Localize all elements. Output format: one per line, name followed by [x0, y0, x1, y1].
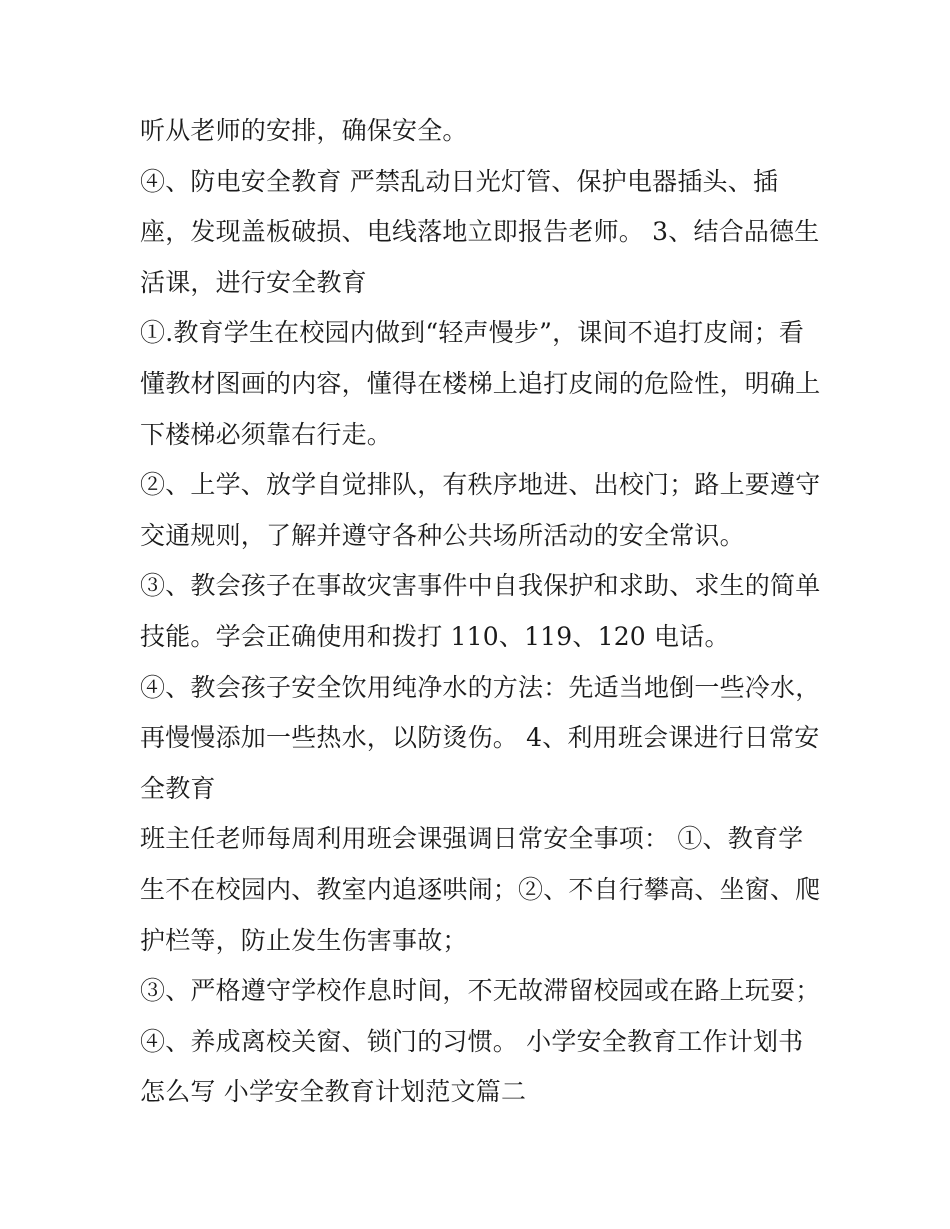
text-line: 再慢慢添加一些热水，以防烫伤。 4、利用班会课进行日常安: [140, 723, 820, 753]
text-line: 护栏等，防止发生伤害事故；: [140, 925, 468, 955]
text-line: ①.教育学生在校园内做到“轻声慢步”，课间不追打皮闹；看: [140, 318, 805, 348]
text-line: 怎么写 小学安全教育计划范文篇二: [140, 1077, 527, 1107]
text-line: ③、教会孩子在事故灾害事件中自我保护和求助、求生的简单: [140, 571, 821, 601]
text-line: ③、严格遵守学校作息时间，不无故滞留校园或在路上玩耍；: [140, 976, 821, 1006]
text-line: 生不在校园内、教室内追逐哄闹；②、不自行攀高、坐窗、爬: [140, 874, 821, 904]
text-line: 下楼梯必须靠右行走。: [140, 419, 393, 449]
document-body: [140, 106, 820, 1118]
text-line: ②、上学、放学自觉排队，有秩序地进、出校门；路上要遵守: [140, 470, 821, 500]
text-line: ④、养成离校关窗、锁门的习惯。 小学安全教育工作计划书: [140, 1026, 804, 1056]
text-line: 技能。学会正确使用和拨打 110、119、120 电话。: [140, 621, 730, 651]
text-line: ④、教会孩子安全饮用纯净水的方法：先适当地倒一些冷水，: [140, 672, 821, 702]
text-line: 听从老师的安排，确保安全。: [140, 116, 468, 145]
text-line: 全教育: [140, 773, 216, 803]
text-line: 交通规则，了解并遵守各种公共场所活动的安全常识。: [140, 520, 745, 550]
text-line: 懂教材图画的内容，懂得在楼梯上追打皮闹的危险性，明确上: [140, 368, 821, 398]
text-line: 活课，进行安全教育: [140, 267, 367, 297]
text-line: 座，发现盖板破损、电线落地立即报告老师。 3、结合品德生: [140, 217, 820, 247]
text-line: 班主任老师每周利用班会课强调日常安全事项： ①、教育学: [140, 824, 804, 854]
text-line: ④、防电安全教育 严禁乱动日光灯管、保护电器插头、插: [140, 166, 779, 196]
